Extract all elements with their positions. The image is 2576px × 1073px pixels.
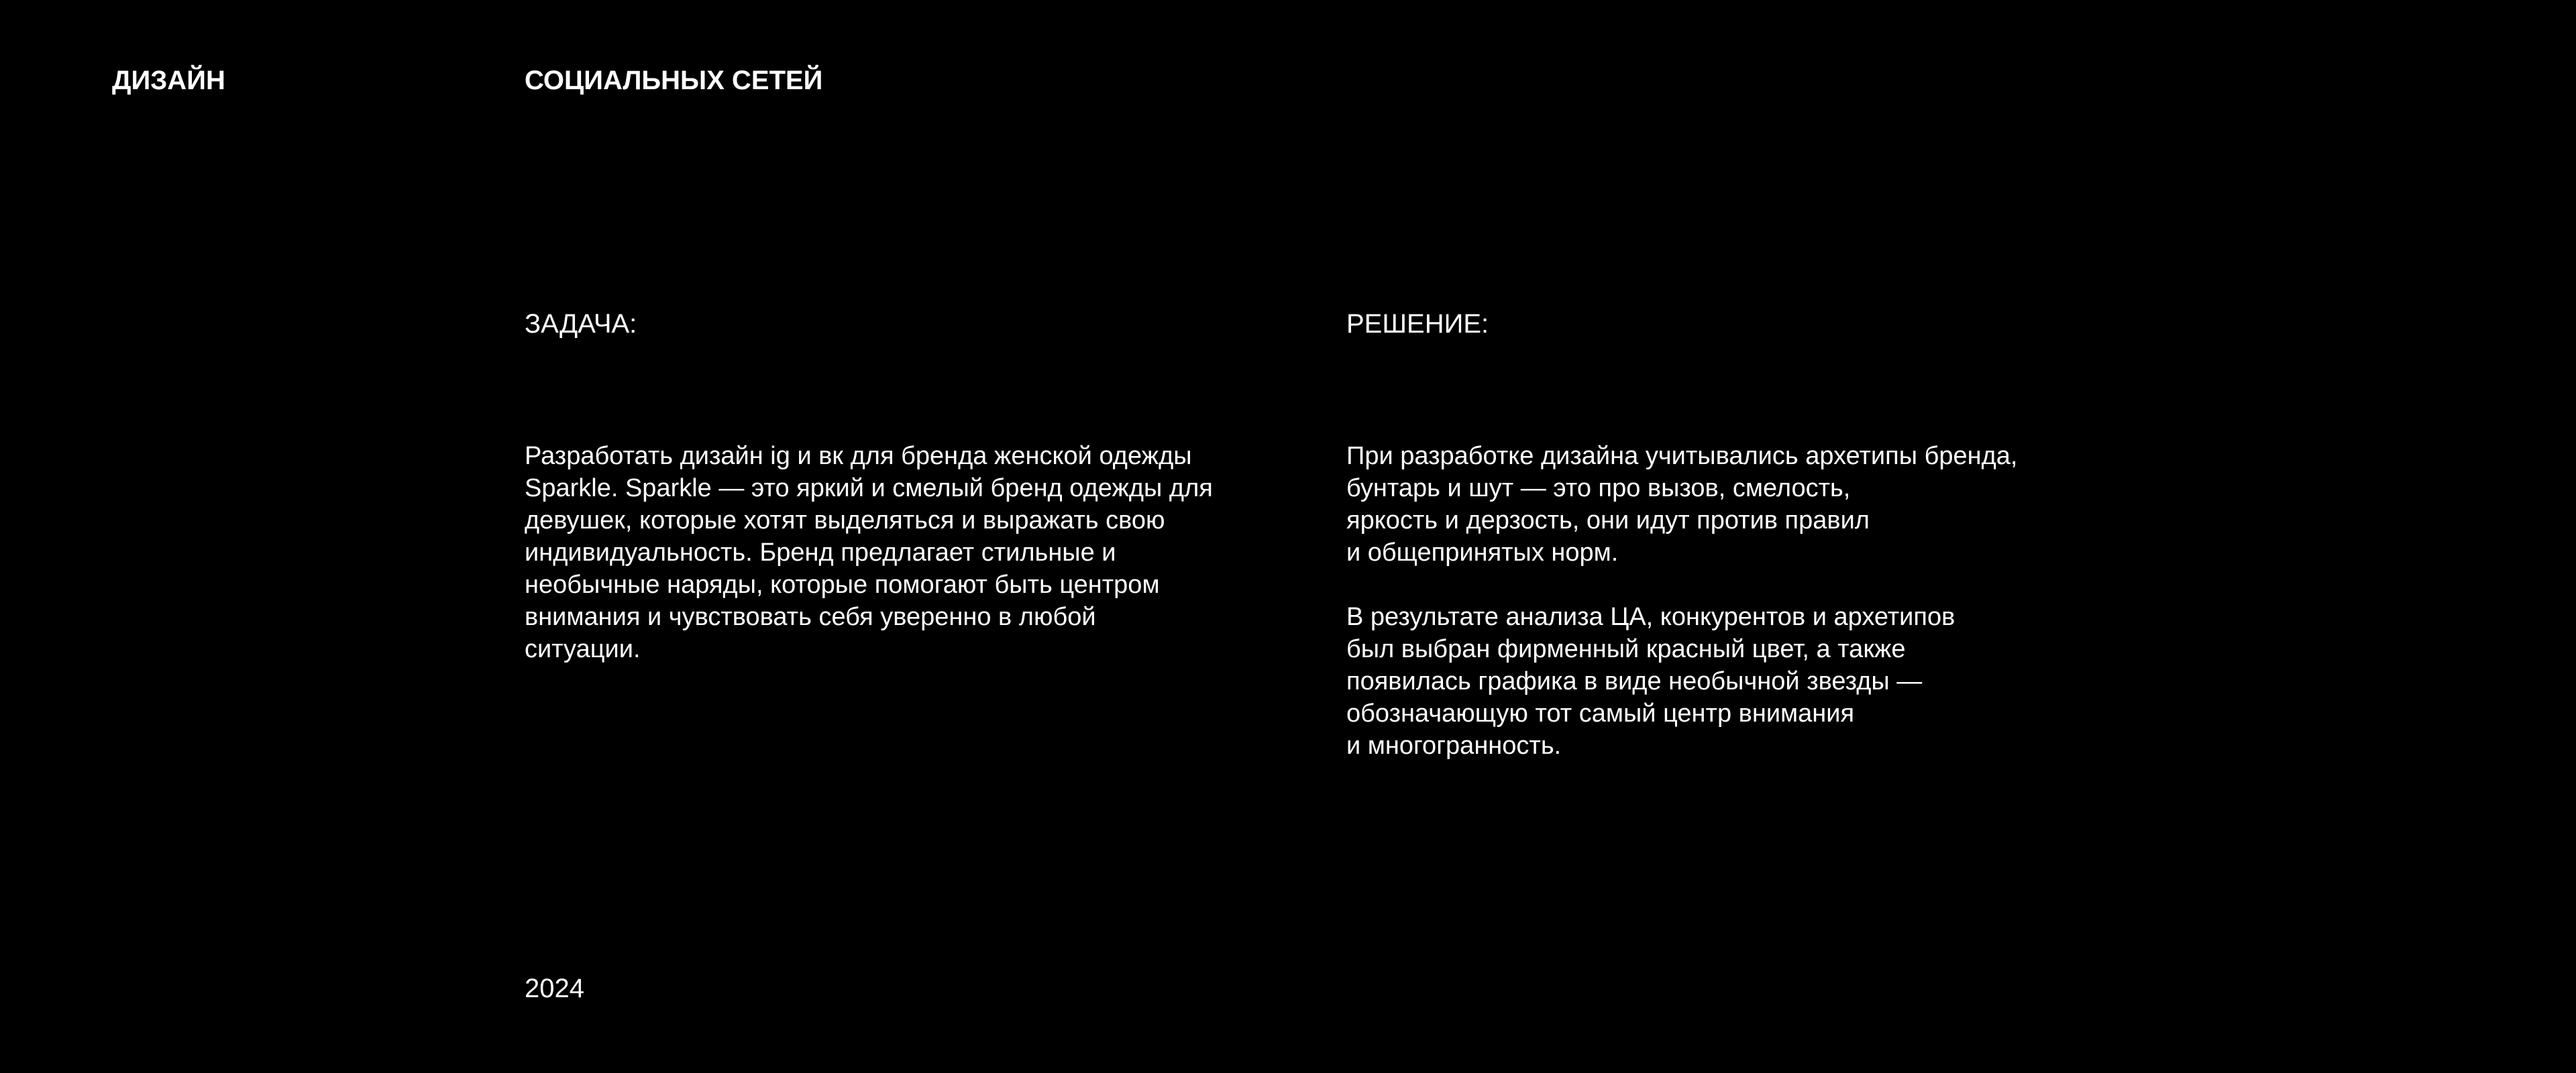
task-line: девушек, которые хотят выделяться и выражать свою bbox=[525, 506, 1165, 534]
solution-description bbox=[1346, 440, 2017, 762]
task-line: необычные наряды, которые помогают быть центром bbox=[525, 571, 1160, 599]
task-label: ЗАДАЧА: bbox=[525, 309, 637, 339]
solution-line: яркость и дерзость, они идут против правил bbox=[1346, 506, 1870, 534]
task-line: Разработать дизайн ig и вк для бренда женской одежды bbox=[525, 442, 1192, 470]
task-line: внимания и чувствовать себя уверенно в любой bbox=[525, 603, 1096, 631]
solution-line: бунтарь и шут — это про вызов, смелость, bbox=[1346, 474, 1851, 502]
solution-line: В результате анализа ЦА, конкурентов и архетипов bbox=[1346, 603, 1955, 631]
task-line: ситуации. bbox=[525, 635, 641, 663]
paragraph-gap bbox=[1346, 569, 2017, 601]
task-line: индивидуальность. Бренд предлагает стильные и bbox=[525, 539, 1116, 567]
page-title-right: СОЦИАЛЬНЫХ СЕТЕЙ bbox=[525, 66, 823, 95]
task-line: Sparkle. Sparkle — это яркий и смелый бренд одежды для bbox=[525, 474, 1213, 502]
year-label: 2024 bbox=[525, 974, 584, 1003]
solution-line: обозначающую тот самый центр внимания bbox=[1346, 699, 1855, 728]
page-title-left: ДИЗАЙН bbox=[112, 66, 225, 95]
solution-line: был выбран фирменный красный цвет, а также bbox=[1346, 635, 1906, 663]
solution-line: и общепринятых норм. bbox=[1346, 539, 1619, 567]
solution-label: РЕШЕНИЕ: bbox=[1346, 309, 1489, 339]
solution-line: появилась графика в виде необычной звезды — bbox=[1346, 667, 1923, 695]
task-description bbox=[525, 440, 1213, 665]
solution-line: и многогранность. bbox=[1346, 732, 1562, 760]
solution-line: При разработке дизайна учитывались архетипы бренда, bbox=[1346, 442, 2018, 470]
